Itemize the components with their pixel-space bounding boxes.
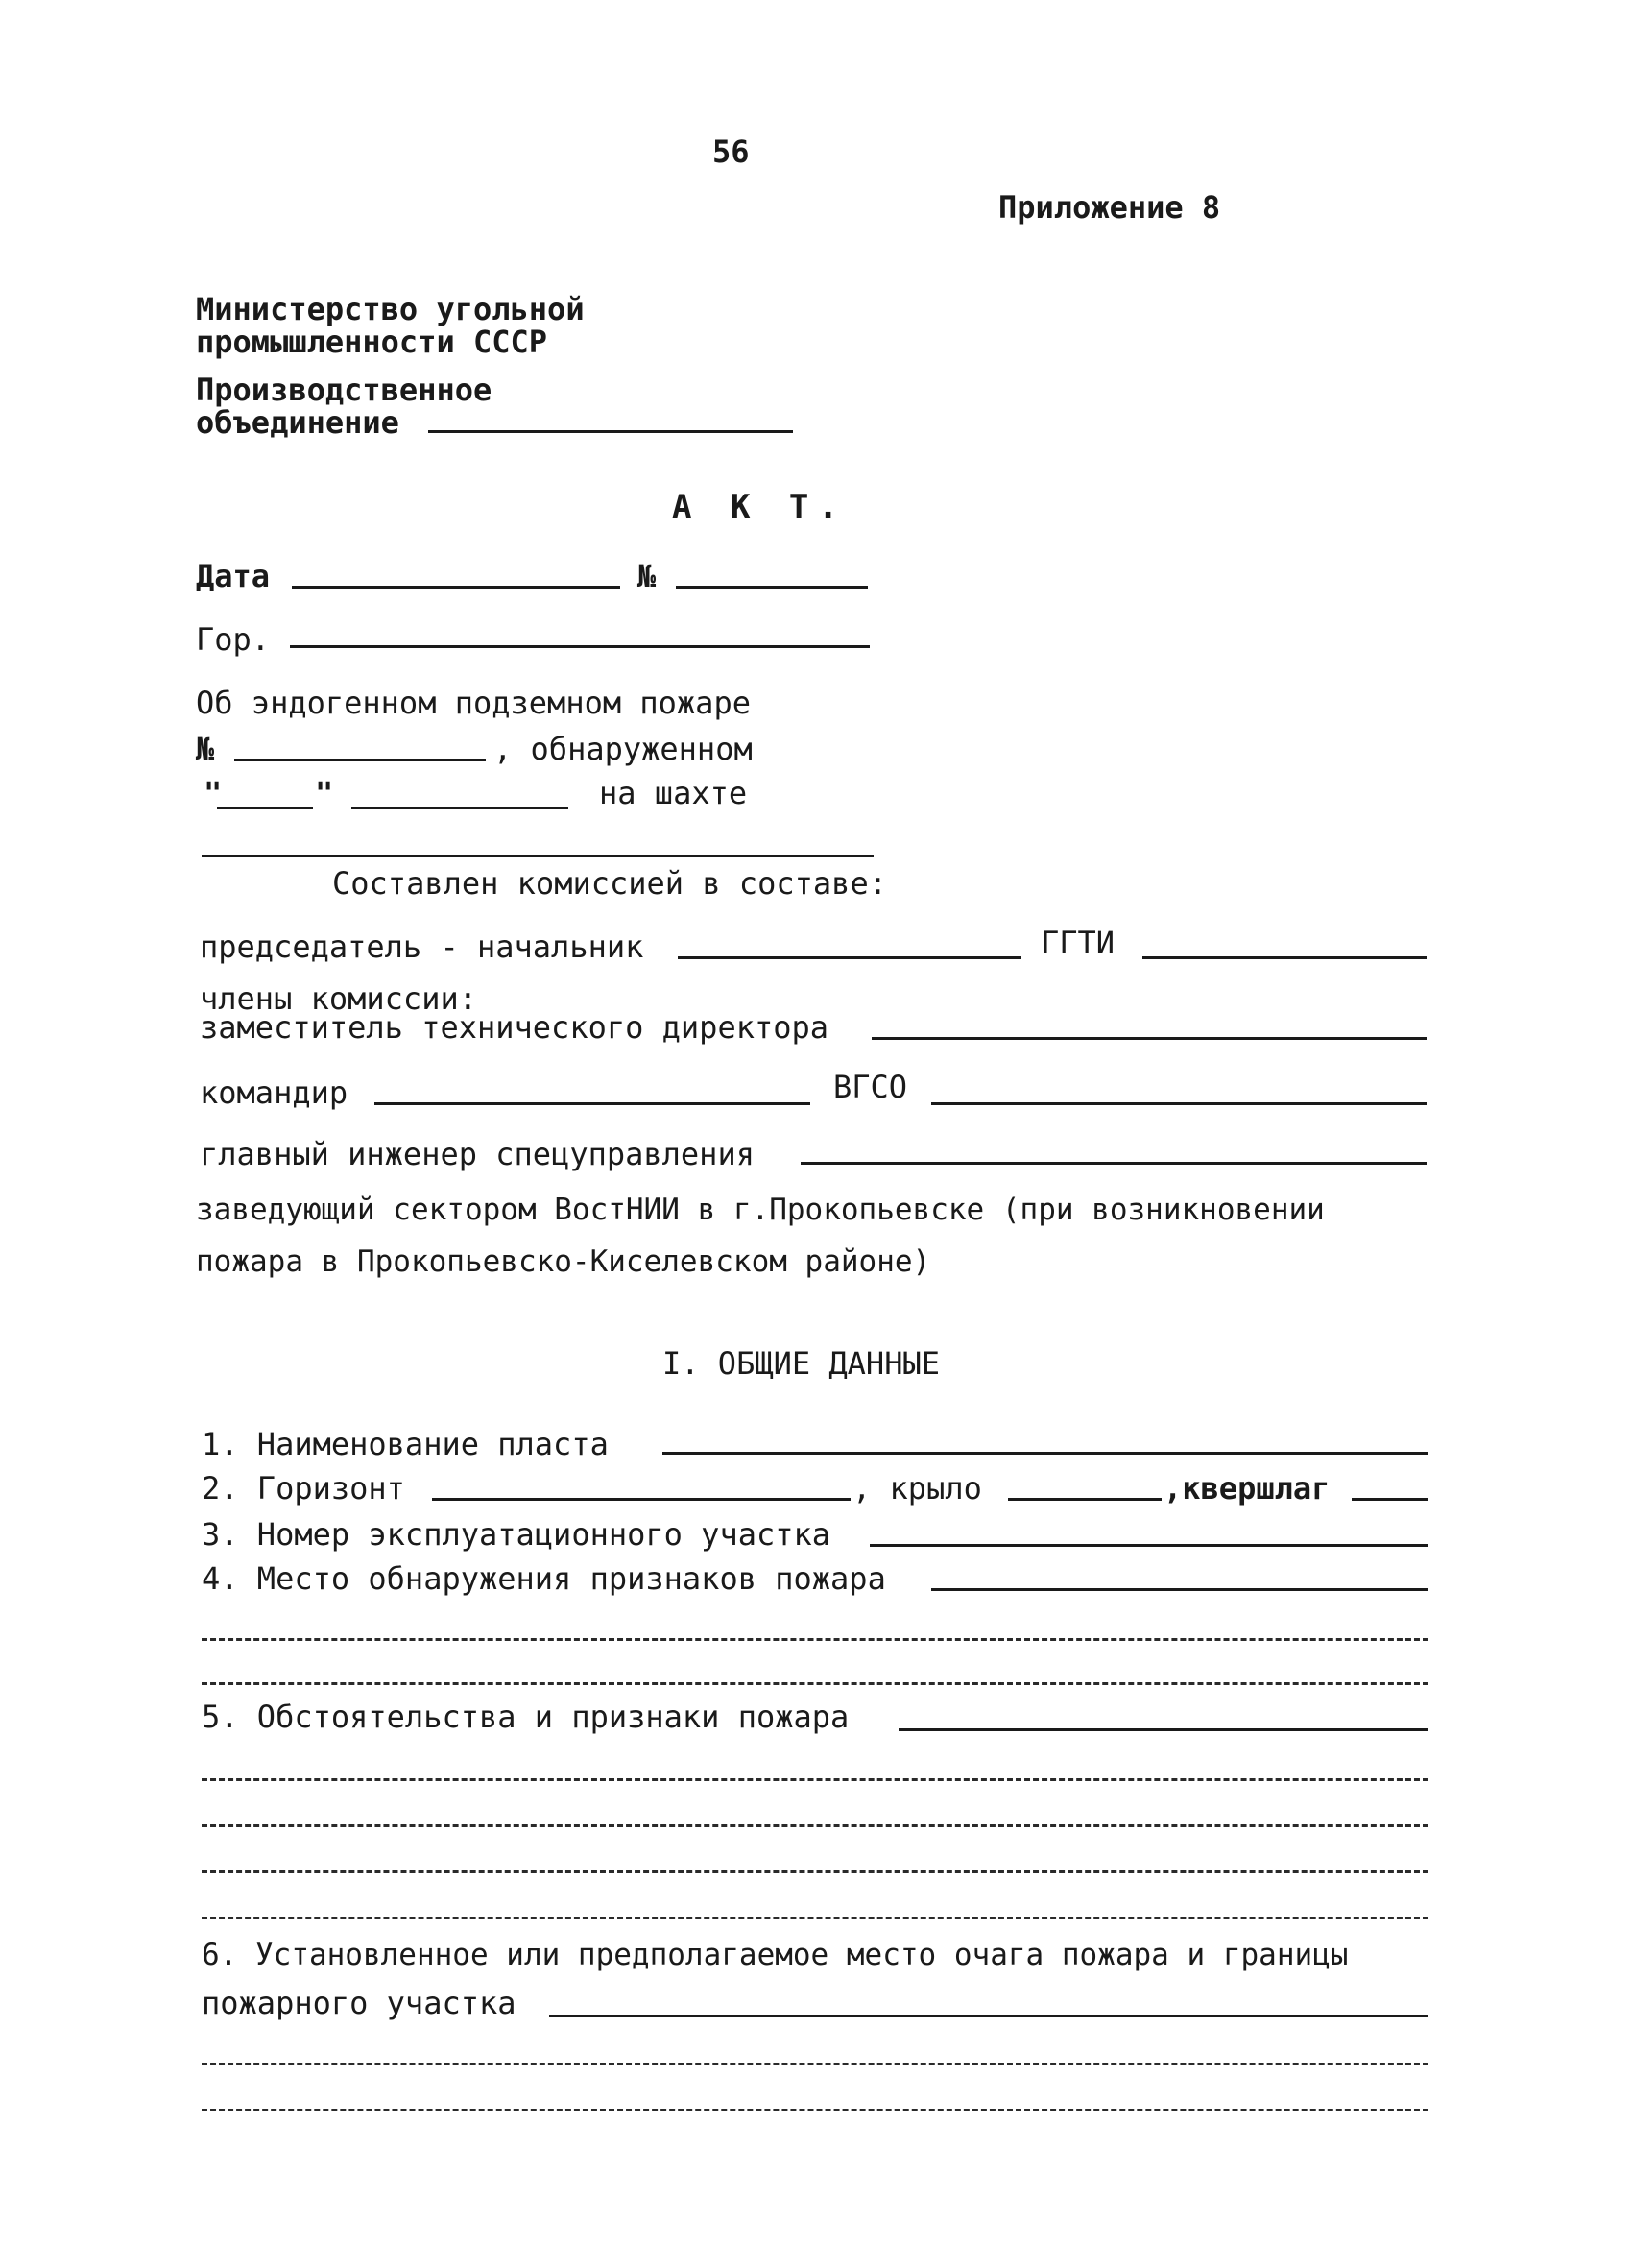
item-2-wing: , крыло [852,1470,982,1507]
fire-location-line-3[interactable] [202,1682,1428,1685]
chairman-label: председатель - начальник [200,929,644,965]
item-4-label: 4. Место обнаружения признаков пожара [202,1560,886,1597]
commander-blank[interactable] [374,1102,810,1105]
chief-engineer-label: главный инженер спецуправления [200,1136,755,1172]
section-title: I. ОБЩИЕ ДАННЫЕ [662,1345,940,1382]
members-label: члены комиссии: [200,980,477,1017]
association-line-1: Производственное [196,372,492,408]
circumstances-line-2[interactable] [202,1778,1428,1781]
number-blank[interactable] [676,586,868,589]
quarter-blank[interactable] [1352,1498,1428,1501]
circumstances-line-5[interactable] [202,1917,1428,1919]
appendix-label: Приложение 8 [998,189,1221,226]
circumstances-line-4[interactable] [202,1870,1428,1873]
chairman-blank[interactable] [678,956,1021,959]
deputy-blank[interactable] [872,1037,1427,1040]
horizon-blank[interactable] [432,1498,851,1501]
at-mine-label: на шахте [599,775,748,811]
sector-head-line-2: пожара в Прокопьевско-Киселевском районе) [196,1244,931,1279]
deputy-label: заместитель технического директора [200,1009,829,1046]
ministry-line-1: Министерство угольной [196,291,585,327]
vgso-blank[interactable] [931,1102,1427,1105]
subject-line-1: Об эндогенном подземном пожаре [196,685,751,721]
association-blank[interactable] [428,430,793,433]
date-blank[interactable] [292,586,620,589]
number-sign: № [637,558,657,594]
quote-open: " [204,775,223,811]
subject-number-sign: № [196,731,215,767]
item-2-label: 2. Горизонт [202,1470,405,1507]
rgti-blank[interactable] [1142,956,1427,959]
subject-found: , обнаруженном [493,731,753,767]
fire-source-line-3[interactable] [202,2109,1428,2111]
fire-location-line-2[interactable] [202,1638,1428,1641]
month-blank[interactable] [351,807,568,809]
sector-head-line-1: заведующий сектором ВостНИИ в г.Прокопьевске (при возникновении [196,1193,1325,1227]
circumstances-line-3[interactable] [202,1824,1428,1827]
quote-close: " [315,775,334,811]
section-number-blank[interactable] [870,1544,1428,1547]
wing-blank[interactable] [1008,1498,1162,1501]
document-title: А К Т. [672,488,848,526]
mine-blank[interactable] [202,855,874,857]
fire-location-blank[interactable] [931,1588,1428,1591]
chief-engineer-blank[interactable] [801,1162,1427,1165]
day-blank[interactable] [217,807,313,809]
item-6-line-1: 6. Установленное или предполагаемое место очага пожара и границы [202,1938,1349,1972]
page-number: 56 [712,133,750,170]
ministry-line-2: промышленности СССР [196,324,548,360]
association-line-2: объединение [196,404,399,441]
item-1-label: 1. Наименование пласта [202,1426,609,1462]
fire-number-blank[interactable] [234,759,486,761]
commission-heading: Составлен комиссией в составе: [332,865,887,902]
vgso-label: ВГСО [833,1069,908,1105]
commander-label: командир [200,1074,348,1111]
item-5-label: 5. Обстоятельства и признаки пожара [202,1699,850,1735]
city-label: Гор. [196,621,271,658]
fire-source-line-2[interactable] [202,2063,1428,2065]
rgti-label: ГГТИ [1041,925,1116,961]
circumstances-blank[interactable] [899,1728,1428,1731]
date-label: Дата [196,558,271,594]
seam-name-blank[interactable] [662,1452,1428,1455]
item-6-line-2: пожарного участка [202,1985,516,2021]
fire-source-blank[interactable] [549,2015,1428,2017]
item-3-label: 3. Номер эксплуатационного участка [202,1516,831,1553]
city-blank[interactable] [290,645,870,648]
item-2-quarter: ,квершлаг [1164,1470,1331,1507]
